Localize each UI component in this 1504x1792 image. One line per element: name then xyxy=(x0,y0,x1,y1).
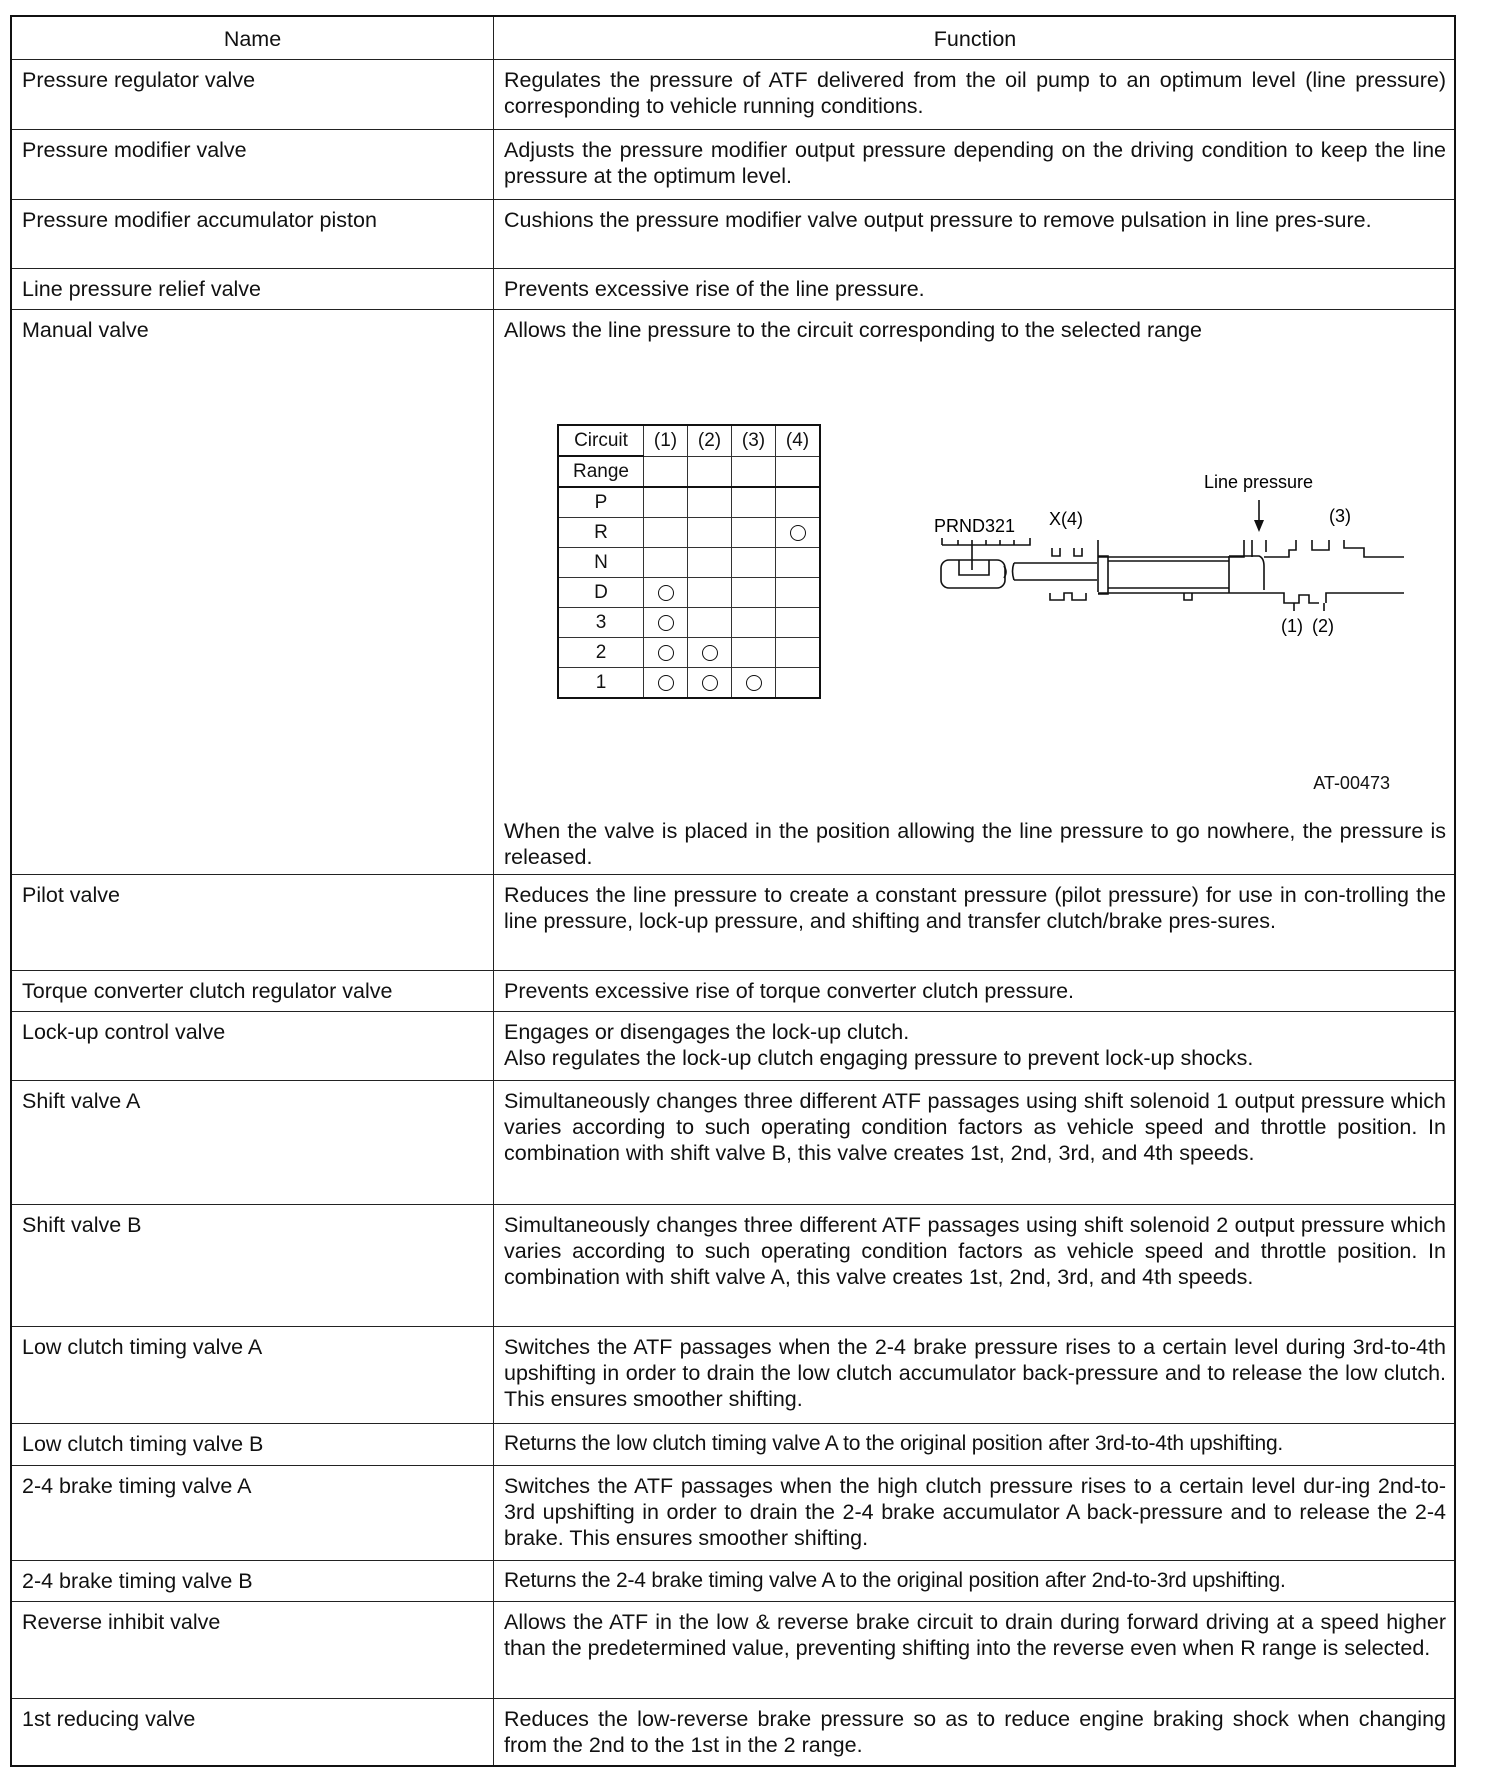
circuit-cell xyxy=(732,608,776,638)
function-line-2: Also regulates the lock-up clutch engaging pressure to prevent lock-up shocks. xyxy=(504,1046,1254,1070)
valve-function-table xyxy=(10,15,1456,1767)
valve-function: Cushions the pressure modifier valve output pressure to remove pulsation in line pres-sure. xyxy=(504,208,1372,232)
range-row xyxy=(558,608,820,638)
range-rows xyxy=(558,487,820,698)
circuit-cell xyxy=(688,578,732,608)
circuit-cell xyxy=(688,548,732,578)
table-row xyxy=(12,1326,1454,1423)
label-circuit-1: (1) xyxy=(1281,616,1303,636)
header-function: Function xyxy=(933,27,1017,51)
circuit-cell xyxy=(776,487,821,518)
table-row-manual-valve xyxy=(12,309,1454,874)
valve-name: 1st reducing valve xyxy=(12,1699,494,1765)
table-row xyxy=(12,199,1454,268)
circuit-header: (3) xyxy=(732,425,776,456)
circuit-header: (2) xyxy=(688,425,732,456)
valve-function: Reduces the line pressure to create a constant pressure (pilot pressure) for use in con-trolling the line pressure, lock-up pressure, and shifting and transfer clutch/brake pres-sures. xyxy=(504,883,1446,933)
table-row xyxy=(12,129,1454,199)
circuit-cell xyxy=(644,608,688,638)
circuit-cell xyxy=(732,548,776,578)
table-row xyxy=(12,59,1454,129)
valve-function: Prevents excessive rise of the line pressure. xyxy=(504,277,925,301)
range-row xyxy=(558,638,820,668)
valve-name: Line pressure relief valve xyxy=(12,269,494,309)
table-row xyxy=(12,874,1454,970)
table-row xyxy=(12,1204,1454,1326)
valve-function: Simultaneously changes three different ATF passages using shift solenoid 1 output pressure which varies according to such operating condition factors as vehicle speed and throttle position. In combination with shift valve B, this valve creates 1st, 2nd, 3rd, and 4th speeds. xyxy=(504,1089,1446,1165)
manual-function-text-2: When the valve is placed in the position allowing the line pressure to go nowhere, the pressure is released. xyxy=(504,819,1446,869)
valve-name: Shift valve B xyxy=(12,1205,494,1326)
table-row xyxy=(12,1698,1454,1765)
label-circuit-3: (3) xyxy=(1329,506,1351,526)
circle-mark-icon xyxy=(658,675,674,691)
valve-name: Low clutch timing valve A xyxy=(12,1327,494,1423)
range-row xyxy=(558,668,820,699)
circuit-cell xyxy=(688,638,732,668)
circle-mark-icon xyxy=(658,615,674,631)
circuit-cell xyxy=(776,548,821,578)
circuit-cell xyxy=(732,638,776,668)
circuit-cell xyxy=(776,638,821,668)
valve-function: Switches the ATF passages when the 2-4 brake pressure rises to a certain level during 3rd-to-4th upshifting in order to drain the low clutch accumulator back-pressure and to release the low clutch. This ensures smoother shifting. xyxy=(504,1335,1446,1411)
table-row xyxy=(12,268,1454,309)
valve-name: Torque converter clutch regulator valve xyxy=(12,971,494,1011)
circle-mark-icon xyxy=(658,585,674,601)
circuit-cell xyxy=(688,668,732,699)
valve-name: Pressure modifier accumulator piston xyxy=(12,200,494,268)
range-row xyxy=(558,487,820,518)
valve-function: Returns the low clutch timing valve A to the original position after 3rd-to-4th upshifting. xyxy=(504,1432,1284,1455)
table-row xyxy=(12,1560,1454,1601)
valve-function xyxy=(494,1012,1454,1080)
label-line-pressure: Line pressure xyxy=(1204,472,1314,492)
label-prnd321: PRND321 xyxy=(934,516,1016,536)
range-cell: 1 xyxy=(558,668,644,699)
table-row xyxy=(12,970,1454,1011)
circle-mark-icon xyxy=(790,525,806,541)
circle-mark-icon xyxy=(658,645,674,661)
manual-function-text: Allows the line pressure to the circuit corresponding to the selected range xyxy=(504,318,1202,342)
valve-name: 2-4 brake timing valve B xyxy=(12,1561,494,1601)
circuit-header: (4) xyxy=(776,425,821,456)
circuit-cell xyxy=(732,487,776,518)
circuit-cell xyxy=(776,608,821,638)
valve-name: Manual valve xyxy=(12,310,494,874)
valve-name: Pilot valve xyxy=(12,875,494,970)
table-row xyxy=(12,1423,1454,1465)
circuit-cell xyxy=(644,548,688,578)
valve-name: 2-4 brake timing valve A xyxy=(12,1466,494,1560)
valve-name: Pressure modifier valve xyxy=(12,130,494,199)
range-cell: 3 xyxy=(558,608,644,638)
circuit-cell xyxy=(644,638,688,668)
circle-mark-icon xyxy=(746,675,762,691)
circle-mark-icon xyxy=(702,645,718,661)
valve-name: Lock-up control valve xyxy=(12,1012,494,1080)
valve-function: Prevents excessive rise of torque converter clutch pressure. xyxy=(504,979,1075,1003)
valve-name: Reverse inhibit valve xyxy=(12,1602,494,1698)
valve-name: Pressure regulator valve xyxy=(12,60,494,129)
circuit-label: Circuit xyxy=(558,425,644,456)
table-row xyxy=(12,1465,1454,1560)
circuit-cell xyxy=(776,518,821,548)
table-row xyxy=(12,1011,1454,1080)
circuit-cell xyxy=(732,578,776,608)
valve-function: Allows the ATF in the low & reverse brake circuit to drain during forward driving at a speed higher than the predetermined value, preventing shifting into the reverse even when R range is selected. xyxy=(504,1610,1446,1660)
valve-function: Simultaneously changes three different ATF passages using shift solenoid 2 output pressure which varies according to such operating condition factors as vehicle speed and throttle position. In combination with shift valve A, this valve creates 1st, 2nd, 3rd, and 4th speeds. xyxy=(504,1213,1446,1289)
circuit-cell xyxy=(644,487,688,518)
circuit-cell xyxy=(732,518,776,548)
circuit-cell xyxy=(776,668,821,699)
manual-valve-diagram xyxy=(934,460,1404,650)
range-cell: D xyxy=(558,578,644,608)
valve-name: Low clutch timing valve B xyxy=(12,1424,494,1465)
range-cell: 2 xyxy=(558,638,644,668)
range-label: Range xyxy=(558,456,644,487)
valve-function: Reduces the low-reverse brake pressure so as to reduce engine braking shock when changing from the 2nd to the 1st in the 2 range. xyxy=(504,1707,1446,1757)
table-row xyxy=(12,1601,1454,1698)
figure-id: AT-00473 xyxy=(1313,773,1390,793)
circuit-cell xyxy=(644,668,688,699)
range-cell: P xyxy=(558,487,644,518)
circuit-cell xyxy=(688,518,732,548)
header-name: Name xyxy=(12,17,494,59)
circuit-header: (1) xyxy=(644,425,688,456)
valve-function: Switches the ATF passages when the high clutch pressure rises to a certain level dur-ing 2nd-to-3rd upshifting in order to drain the 2-4 brake accumulator A back-pressure and to release the 2-4 brake. This ensures smoother shifting. xyxy=(504,1474,1446,1550)
valve-function: Returns the 2-4 brake timing valve A to the original position after 2nd-to-3rd upshifting. xyxy=(504,1569,1286,1592)
circuit-cell xyxy=(644,518,688,548)
range-row xyxy=(558,548,820,578)
circuit-cell xyxy=(688,487,732,518)
valve-name: Shift valve A xyxy=(12,1081,494,1204)
label-circuit-2: (2) xyxy=(1312,616,1334,636)
range-row xyxy=(558,518,820,548)
function-line-1: Engages or disengages the lock-up clutch. xyxy=(504,1020,910,1044)
circle-mark-icon xyxy=(702,675,718,691)
valve-function: Regulates the pressure of ATF delivered from the oil pump to an optimum level (line pressure) corresponding to vehicle running conditions. xyxy=(504,68,1446,118)
table-row xyxy=(12,1080,1454,1204)
circuit-cell xyxy=(688,608,732,638)
valve-function: Adjusts the pressure modifier output pressure depending on the driving condition to keep the line pressure at the optimum level. xyxy=(504,138,1446,188)
circuit-cell xyxy=(776,578,821,608)
valve-function xyxy=(494,310,1454,874)
circuit-cell xyxy=(732,668,776,699)
range-row xyxy=(558,578,820,608)
circuit-cell xyxy=(644,578,688,608)
range-circuit-table xyxy=(557,424,821,699)
range-cell: N xyxy=(558,548,644,578)
table-header xyxy=(12,17,1454,59)
range-cell: R xyxy=(558,518,644,548)
label-x4: X(4) xyxy=(1049,509,1084,529)
